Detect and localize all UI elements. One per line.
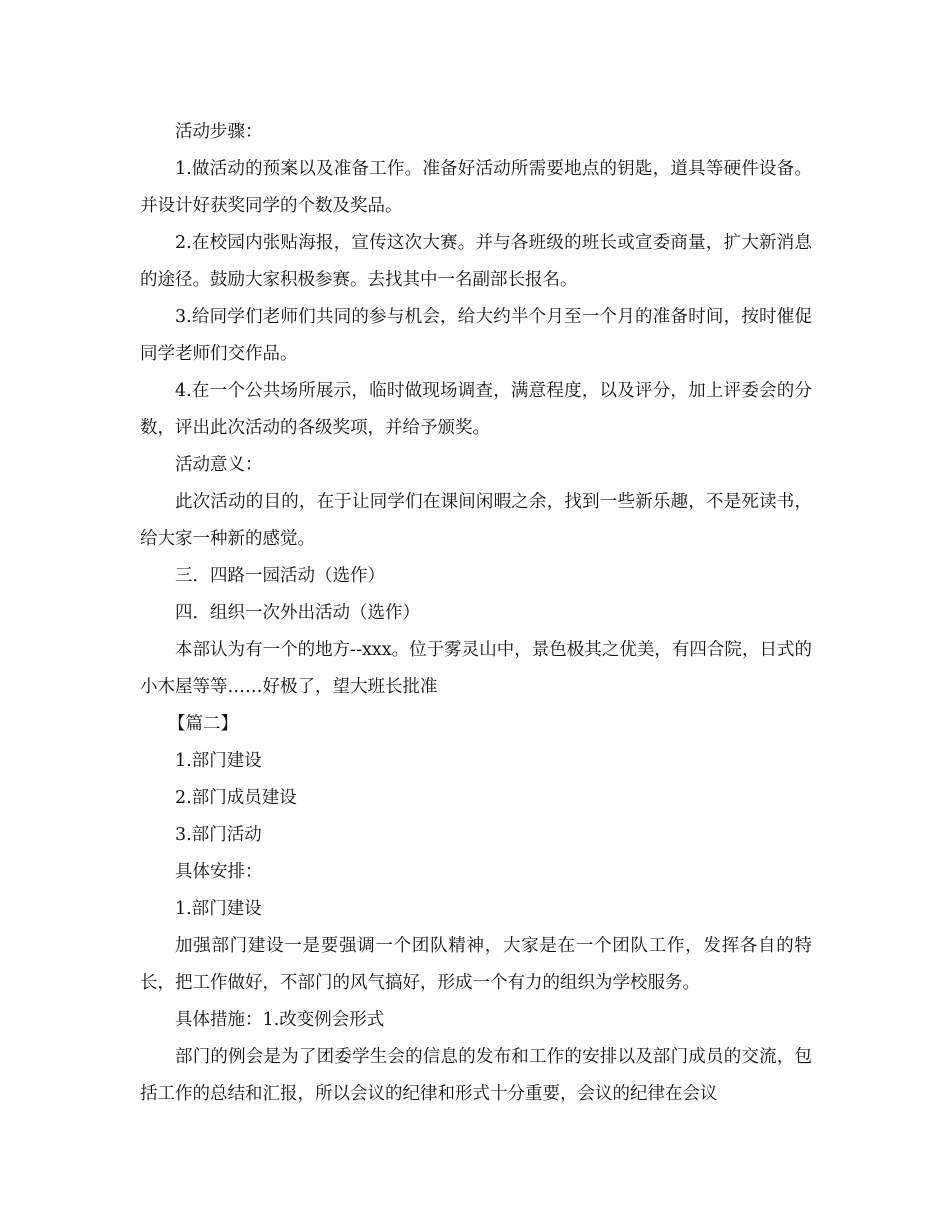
specific-measures-heading: 具体措施：1.改变例会形式 (175, 1010, 385, 1030)
heading-activity-steps: 活动步骤： (175, 122, 263, 142)
step-2-paragraph: 2.在校园内张贴海报，宣传这次大赛。并与各班级的班长或宣委商量，扩大新消息的途径。鼓励大家积极参赛。去找其中一名副部长报名。 (140, 233, 812, 290)
meaning-paragraph: 此次活动的目的，在于让同学们在课间闲暇之余，找到一些新乐趣，不是死读书，给大家一种新的感觉。 (140, 492, 812, 549)
list-item-department-activities: 3.部门活动 (175, 825, 262, 845)
step-4-paragraph: 4.在一个公共场所展示，临时做现场调查，满意程度，以及评分，加上评委会的分数，评出此次活动的各级奖项，并给予颁奖。 (140, 381, 812, 438)
step-3-paragraph: 3.给同学们老师们共同的参与机会，给大约半个月至一个月的准备时间，按时催促同学老师们交作品。 (140, 307, 812, 364)
list-item-department-building: 1.部门建设 (175, 751, 262, 771)
document-body (140, 114, 812, 1113)
part-two-heading: 【篇二】 (168, 714, 238, 734)
heading-activity-meaning: 活动意义： (175, 455, 263, 475)
team-spirit-paragraph: 加强部门建设一是要强调一个团队精神，大家是在一个团队工作，发挥各自的特长，把工作做好，不部门的风气搞好，形成一个有力的组织为学校服务。 (140, 936, 812, 993)
step-1-paragraph: 1.做活动的预案以及准备工作。准备好活动所需要地点的钥匙，道具等硬件设备。并设计好获奖同学的个数及奖品。 (140, 159, 812, 216)
section-four-heading: 四．组织一次外出活动（选作） (175, 603, 420, 623)
list-item-member-building: 2.部门成员建设 (175, 788, 297, 808)
heading-specific-arrangement: 具体安排： (175, 862, 263, 882)
subheading-department-building: 1.部门建设 (175, 899, 262, 919)
outing-paragraph: 本部认为有一个的地方--xxx。位于雾灵山中，景色极其之优美，有四合院，日式的小木屋等等……好极了，望大班长批准 (140, 640, 812, 697)
meeting-paragraph: 部门的例会是为了团委学生会的信息的发布和工作的安排以及部门成员的交流，包括工作的总结和汇报，所以会议的纪律和形式十分重要，会议的纪律在会议 (140, 1047, 812, 1104)
section-three-heading: 三．四路一园活动（选作） (175, 566, 385, 586)
